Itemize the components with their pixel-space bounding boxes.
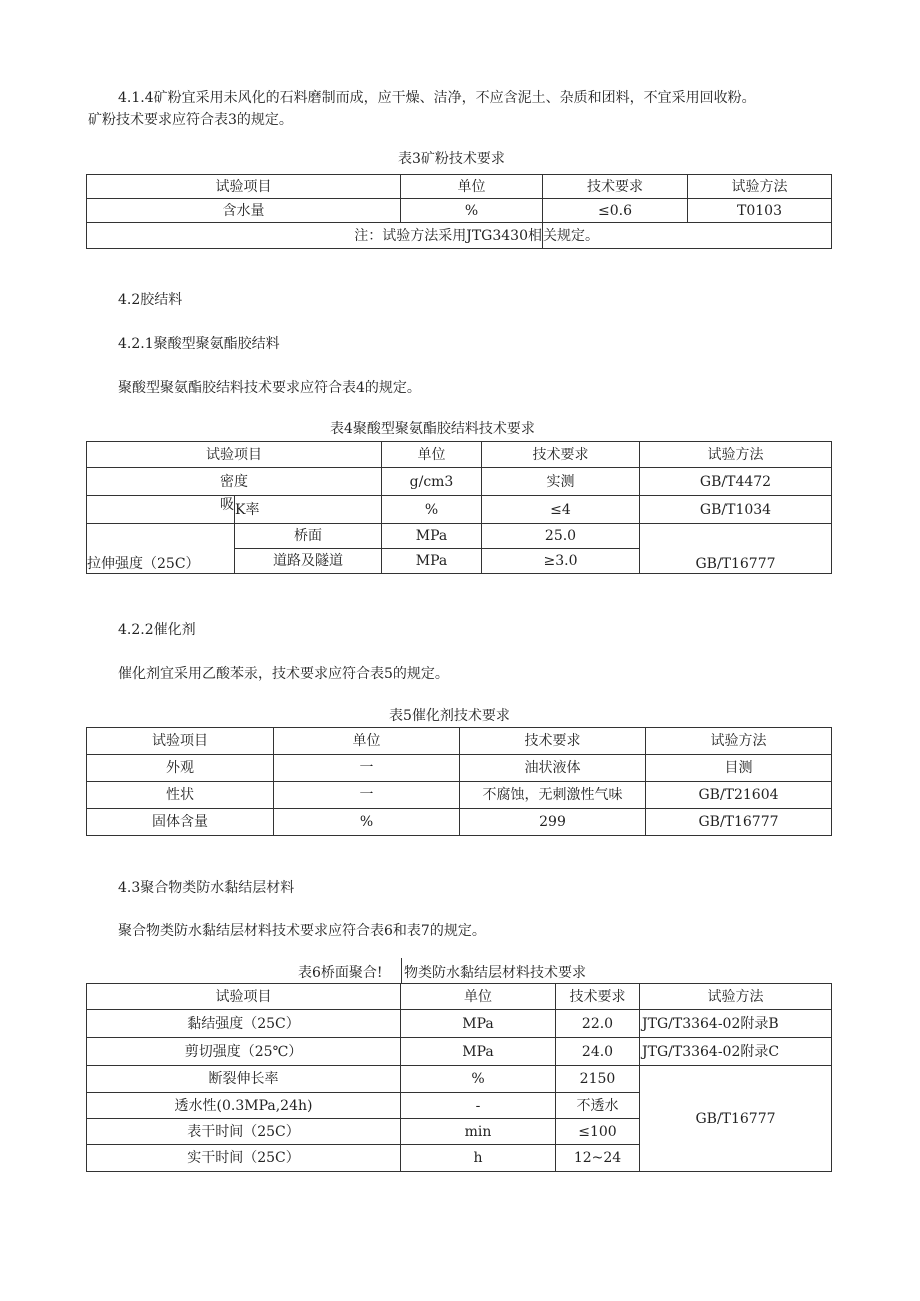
table4-tensile-label: 拉伸强度（25C） (87, 524, 235, 574)
section-4-2-2-text: 催化剂宜采用乙酸苯汞，技术要求应符合表5的规定。 (118, 666, 449, 682)
table-cell: 22.0 (556, 1010, 640, 1038)
table4-absorb-label-b: K率 (235, 496, 382, 524)
table-cell: 剪切强度（25℃） (87, 1038, 401, 1066)
table-cell: GB/T4472 (640, 468, 832, 496)
section-4-2-2-heading: 4.2.2催化剂 (118, 622, 196, 638)
table-cell: 2150 (556, 1066, 640, 1093)
table-row (87, 782, 832, 809)
table3-header: 试验项目 (87, 175, 401, 199)
table-cell: GB/T16777 (646, 809, 832, 836)
table-cell: 一 (274, 755, 460, 782)
table-cell: MPa (401, 1010, 556, 1038)
table-cell: 24.0 (556, 1038, 640, 1066)
table4 (86, 441, 832, 574)
table-cell: 不透水 (556, 1093, 640, 1119)
table-cell: 道路及隧道 (235, 549, 382, 574)
table-cell: GB/T1034 (640, 496, 832, 524)
table-row (87, 524, 832, 549)
table5-caption: 表5催化剂技术要求 (389, 708, 510, 724)
table6-caption-b: 物类防水黏结层材料技术要求 (404, 965, 586, 981)
table6-header: 技术要求 (556, 984, 640, 1010)
table4-header: 试验方法 (640, 442, 832, 468)
table-cell: 实干时间（25C） (87, 1145, 401, 1172)
table4-absorb-label-a: 吸 (87, 496, 235, 524)
table3-caption: 表3矿粉技术要求 (398, 151, 505, 167)
table-cell: ≥3.0 (482, 549, 640, 574)
table-cell: JTG/T3364-02附录B (640, 1010, 832, 1038)
table-cell: 含水量 (87, 199, 401, 223)
table-cell: ≤100 (556, 1119, 640, 1145)
table6-header: 试验方法 (640, 984, 832, 1010)
table4-tensile-method: GB/T16777 (640, 524, 832, 574)
table-row (87, 809, 832, 836)
table3-header: 单位 (401, 175, 543, 199)
table4-caption: 表4聚酸型聚氨酯胶结料技术要求 (330, 421, 535, 437)
table-cell: MPa (401, 1038, 556, 1066)
table3-header: 技术要求 (543, 175, 688, 199)
table-cell: 一 (274, 782, 460, 809)
table-cell: 密度 (87, 468, 382, 496)
table-cell: 透水性(0.3MPa,24h) (87, 1093, 401, 1119)
table3 (86, 174, 832, 249)
table-cell: 断裂伸长率 (87, 1066, 401, 1093)
table-cell: 299 (460, 809, 646, 836)
table6-header-row (87, 984, 832, 1010)
section-4-2-heading: 4.2胶结料 (118, 292, 183, 308)
section-4-2-1-text: 聚酸型聚氨酯胶结料技术要求应符合表4的规定。 (118, 380, 421, 396)
table-row (87, 1010, 832, 1038)
section-4-1-4-line2: 矿粉技术要求应符合表3的规定。 (88, 112, 293, 128)
table4-header-row (87, 442, 832, 468)
table6-method-merged: GB/T16777 (640, 1066, 832, 1172)
table-cell: % (382, 496, 482, 524)
table-cell: 实测 (482, 468, 640, 496)
table-cell: T0103 (688, 199, 832, 223)
table-cell: 桥面 (235, 524, 382, 549)
table-cell: % (401, 1066, 556, 1093)
section-4-1-4-line1: 4.1.4矿粉宜采用未风化的石料磨制而成，应干燥、洁净，不应含泥土、杂质和团料，不宜采用回收粉。 (118, 90, 756, 106)
table6-header: 单位 (401, 984, 556, 1010)
table-cell: 黏结强度（25C） (87, 1010, 401, 1038)
table-cell: g/cm3 (382, 468, 482, 496)
table3-note-row (87, 223, 832, 249)
table-cell: JTG/T3364-02附录C (640, 1038, 832, 1066)
table-cell: MPa (382, 549, 482, 574)
table5 (86, 727, 832, 836)
table-cell: 外观 (87, 755, 274, 782)
table5-header-row (87, 728, 832, 755)
table-cell: % (274, 809, 460, 836)
table-cell: 表干时间（25C） (87, 1119, 401, 1145)
table6 (86, 983, 832, 1172)
section-4-2-1-heading: 4.2.1聚酸型聚氨酯胶结料 (118, 336, 280, 352)
section-4-3-heading: 4.3聚合物类防水黏结层材料 (118, 880, 295, 896)
table-cell: % (401, 199, 543, 223)
table4-header: 技术要求 (482, 442, 640, 468)
table-row (87, 468, 832, 496)
table5-header: 单位 (274, 728, 460, 755)
section-4-3-text: 聚合物类防水黏结层材料技术要求应符合表6和表7的规定。 (118, 923, 486, 939)
table-row (87, 1038, 832, 1066)
table5-header: 试验项目 (87, 728, 274, 755)
table-cell: 性状 (87, 782, 274, 809)
table-cell: 25.0 (482, 524, 640, 549)
table-cell: 12~24 (556, 1145, 640, 1172)
table4-header: 单位 (382, 442, 482, 468)
table5-header: 技术要求 (460, 728, 646, 755)
table4-header: 试验项目 (87, 442, 382, 468)
table-cell: 不腐蚀，无刺激性气味 (460, 782, 646, 809)
table-cell: 目测 (646, 755, 832, 782)
table-row (87, 496, 832, 524)
table3-header: 试验方法 (688, 175, 832, 199)
table6-header: 试验项目 (87, 984, 401, 1010)
table-cell: 固体含量 (87, 809, 274, 836)
table-cell: GB/T21604 (646, 782, 832, 809)
table6-caption-a: 表6桥面聚合! (298, 965, 383, 981)
table-row (87, 1066, 832, 1093)
table-row (87, 755, 832, 782)
table3-header-row (87, 175, 832, 199)
table-cell: min (401, 1119, 556, 1145)
table6-caption-divider (401, 958, 402, 984)
table-cell: ≤4 (482, 496, 640, 524)
table3-note-b: 关规定。 (543, 223, 832, 249)
table5-header: 试验方法 (646, 728, 832, 755)
table-cell: ≤0.6 (543, 199, 688, 223)
table-cell: h (401, 1145, 556, 1172)
table-cell: - (401, 1093, 556, 1119)
table-row (87, 199, 832, 223)
table3-note-a: 注：试验方法采用JTG3430相 (87, 223, 543, 249)
table-cell: 油状液体 (460, 755, 646, 782)
table-cell: MPa (382, 524, 482, 549)
